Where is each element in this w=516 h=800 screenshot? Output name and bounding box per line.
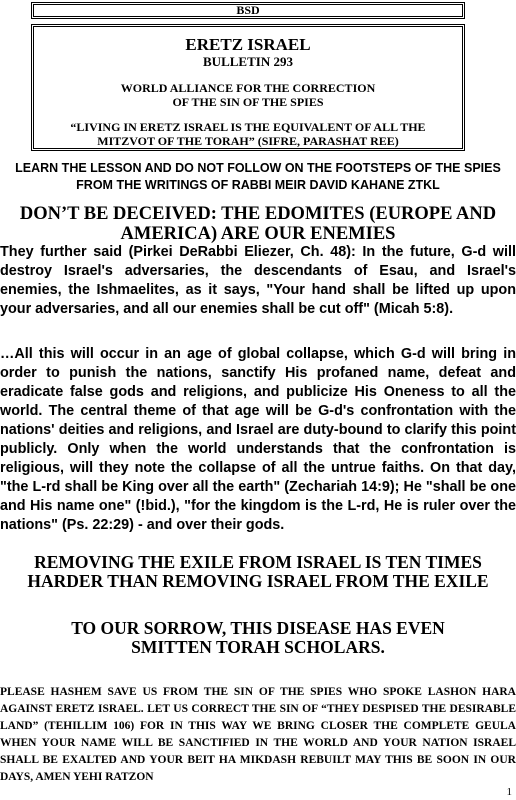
lesson-banner bbox=[0, 160, 516, 194]
bulletin-number: BULLETIN 293 bbox=[203, 54, 293, 69]
lesson-line-1: LEARN THE LESSON AND DO NOT FOLLOW ON THE FOOTSTEPS OF THE SPIES bbox=[15, 161, 501, 175]
sorrow-subheading-line-2: SMITTEN TORAH SCHOLARS. bbox=[131, 637, 385, 657]
exile-subheading-line-1: REMOVING THE EXILE FROM ISRAEL IS TEN TIMES bbox=[34, 552, 482, 572]
bsd-box bbox=[31, 2, 465, 19]
sorrow-subheading bbox=[0, 619, 516, 657]
exile-subheading-line-2: HARDER THAN REMOVING ISRAEL FROM THE EXILE bbox=[27, 571, 489, 591]
article-headline: DON’T BE DECEIVED: THE EDOMITES (EUROPE AND AMERICA) ARE OUR ENEMIES bbox=[19, 204, 497, 244]
page-number: 1 bbox=[506, 786, 512, 798]
paragraph-global-collapse: …All this will occur in an age of global collapse, which G-d will bring in order to punish the nations, sanctify His profaned name, defeat and eradicate false gods and religions, and publicize His Oneness to all the world. The central theme of that age will be G-d's confrontation with the nations' deities and religions, and Israel are duty-bound to clarify this point publicly. Only when the world understands that the confrontation is religious, will they note the collapse of all the untrue faiths. On that day, "the L-rd shall be King over all the earth" (Zechariah 14:9); He "shall be one and His name one" (!bid.), "for the kingdom is the L-rd, He is ruler over the nations" (Ps. 22:29) - and over their gods. bbox=[0, 346, 516, 533]
paragraph-pirkei: They further said (Pirkei DeRabbi Eliezer, Ch. 48): In the future, G-d will destroy Israel's adversaries, the descendants of Esau, and Israel's enemies, the Ishmaelites, as it says, "Your hand shall be lifted up upon your adversaries, and all our enemies shall be cut off" (Micah 5:8). bbox=[0, 244, 516, 317]
bulletin-header-box bbox=[31, 24, 465, 151]
closing-prayer: PLEASE HASHEM SAVE US FROM THE SIN OF THE SPIES WHO SPOKE LASHON HARA AGAINST ERETZ ISRAEL. LET US CORRECT THE SIN OF “THEY DESPISED THE DESIRABLE LAND” (TEHILLIM 106) FOR IN THIS WAY WE BRING CLOSER THE COMPLETE GEULA WHEN YOUR NAME WILL BE SANCTIFIED IN THE WORLD AND YOUR NATION ISRAEL SHALL BE EXALTED AND YOUR BEIT HA MIKDASH REBUILT MAY THIS BE SOON IN OUR DAYS, AMEN YEHI RATZON bbox=[0, 686, 516, 783]
alliance-line-1: WORLD ALLIANCE FOR THE CORRECTION bbox=[120, 81, 376, 95]
sorrow-subheading-line-1: TO OUR SORROW, THIS DISEASE HAS EVEN bbox=[71, 618, 445, 638]
alliance-line-2: OF THE SIN OF THE SPIES bbox=[172, 95, 324, 109]
bsd-label: BSD bbox=[236, 3, 260, 17]
alliance-name bbox=[34, 81, 462, 109]
exile-subheading bbox=[0, 553, 516, 591]
bulletin-title: ERETZ ISRAEL bbox=[185, 35, 311, 54]
lesson-line-2: FROM THE WRITINGS OF RABBI MEIR DAVID KAHANE ZTKL bbox=[76, 178, 440, 192]
sifre-quote: “LIVING IN ERETZ ISRAEL IS THE EQUIVALENT OF ALL THE MITZVOT OF THE TORAH” (SIFRE, PARASHAT REE) bbox=[70, 120, 426, 148]
